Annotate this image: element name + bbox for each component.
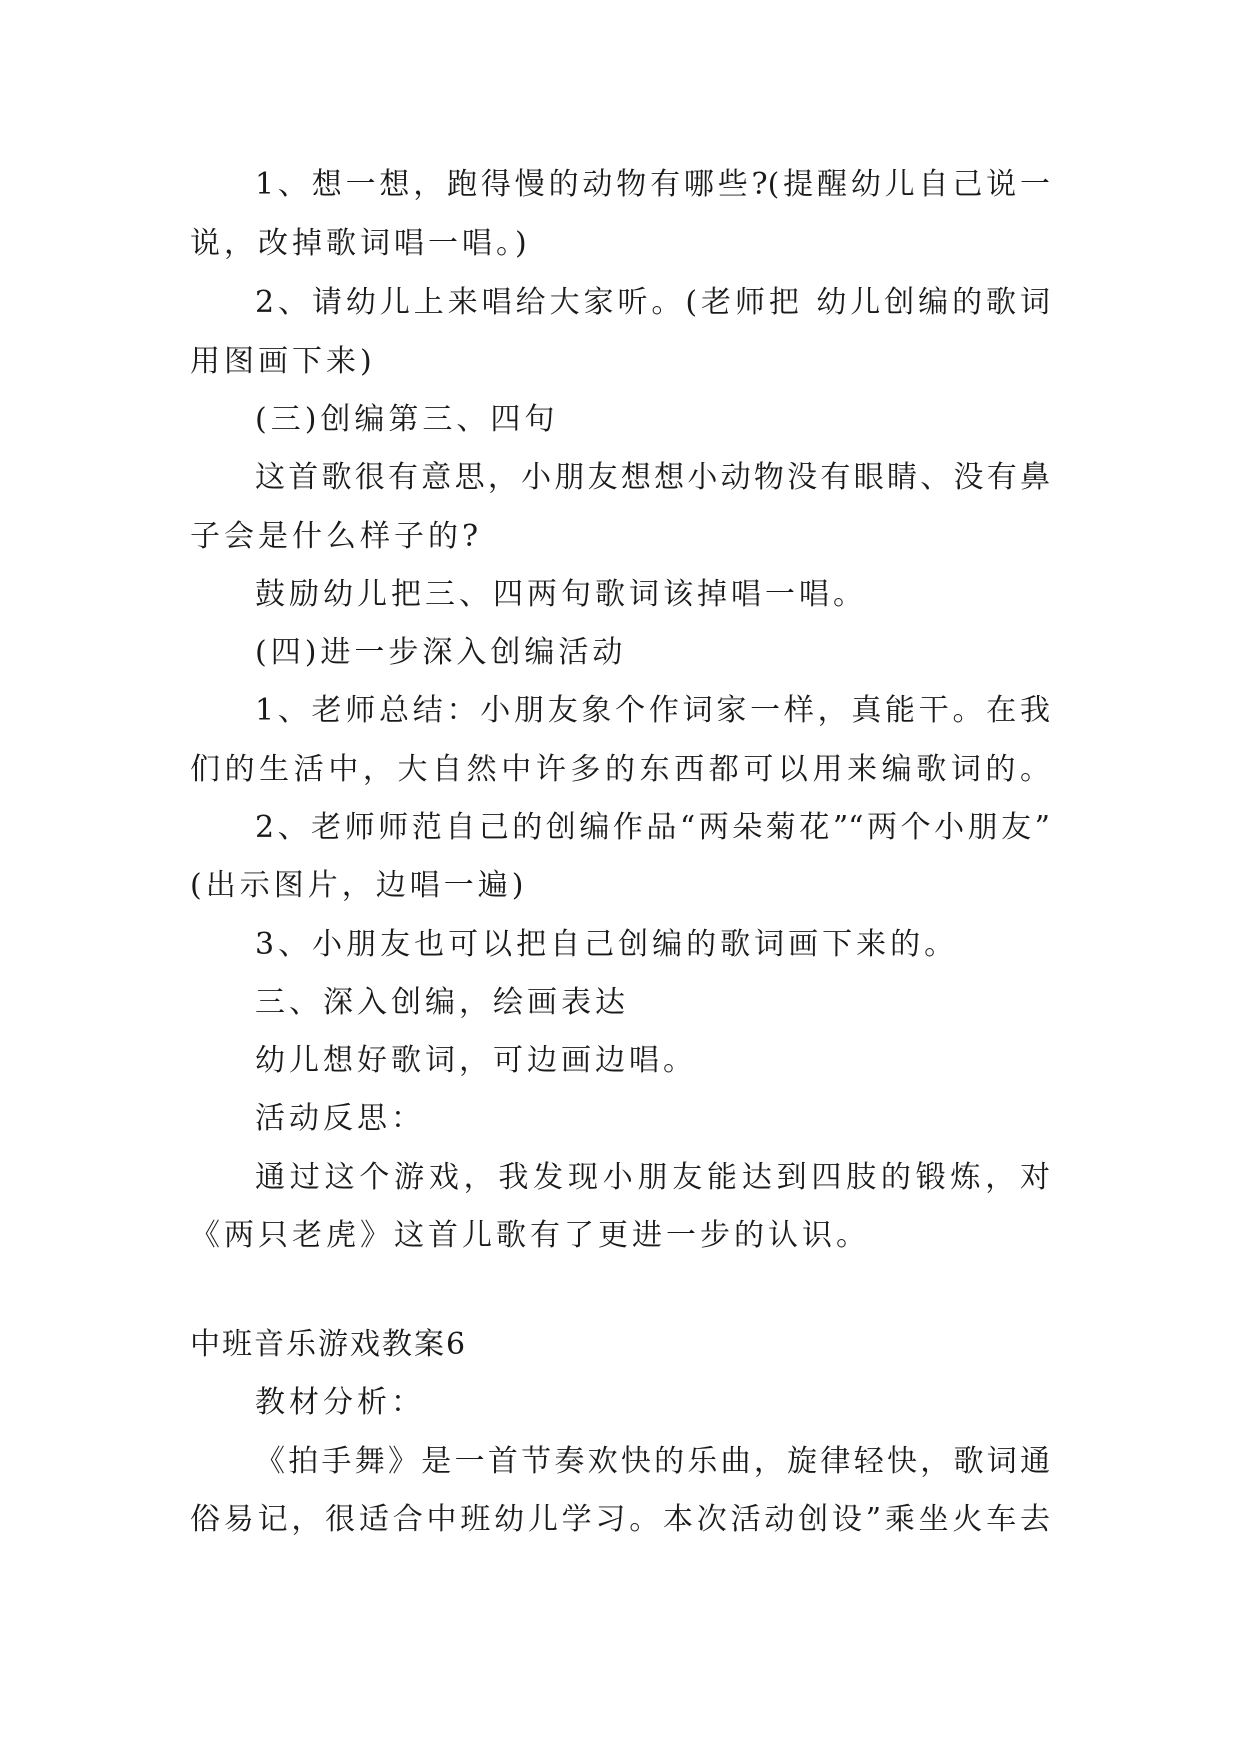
section-heading: (三)创编第三、四句: [255, 402, 559, 437]
section-heading: 活动反思：: [255, 1101, 425, 1136]
paragraph-line: 《两只老虎》这首儿歌有了更进一步的认识。: [190, 1218, 870, 1253]
section-heading: 教材分析：: [255, 1385, 425, 1420]
section-heading: (四)进一步深入创编活动: [255, 635, 627, 670]
paragraph-line: 说，改掉歌词唱一唱。): [190, 226, 531, 261]
paragraph-line: 通过这个游戏，我发现小朋友能达到四肢的锻炼，对: [255, 1160, 1050, 1195]
paragraph-line: (出示图片，边唱一遍): [190, 868, 528, 903]
paragraph-line: 俗易记，很适合中班幼儿学习。本次活动创设”乘坐火车去: [190, 1502, 1050, 1537]
paragraph-line: 们的生活中，大自然中许多的东西都可以用来编歌词的。: [190, 752, 1050, 787]
paragraph-line: 1、老师总结：小朋友象个作词家一样，真能干。在我: [255, 693, 1050, 728]
paragraph-line: 2、请幼儿上来唱给大家听。(老师把 幼儿创编的歌词: [255, 285, 1050, 320]
paragraph-line: 1、想一想，跑得慢的动物有哪些?(提醒幼儿自己说一: [255, 167, 1050, 202]
paragraph-line: 鼓励幼儿把三、四两句歌词该掉唱一唱。: [255, 577, 867, 612]
paragraph-line: 2、老师师范自己的创编作品“两朵菊花”“两个小朋友”: [255, 810, 1050, 845]
section-heading: 三、深入创编，绘画表达: [255, 985, 629, 1020]
paragraph-line: 用图画下来): [190, 344, 376, 379]
paragraph-line: 幼儿想好歌词，可边画边唱。: [255, 1043, 697, 1078]
paragraph-line: 子会是什么样子的?: [190, 519, 483, 554]
paragraph-line: 《拍手舞》是一首节奏欢快的乐曲，旋律轻快，歌词通: [255, 1444, 1050, 1479]
document-title: 中班音乐游戏教案6: [190, 1327, 468, 1362]
paragraph-line: 这首歌很有意思，小朋友想想小动物没有眼睛、没有鼻: [255, 460, 1050, 495]
paragraph-line: 3、小朋友也可以把自己创编的歌词画下来的。: [255, 927, 959, 962]
